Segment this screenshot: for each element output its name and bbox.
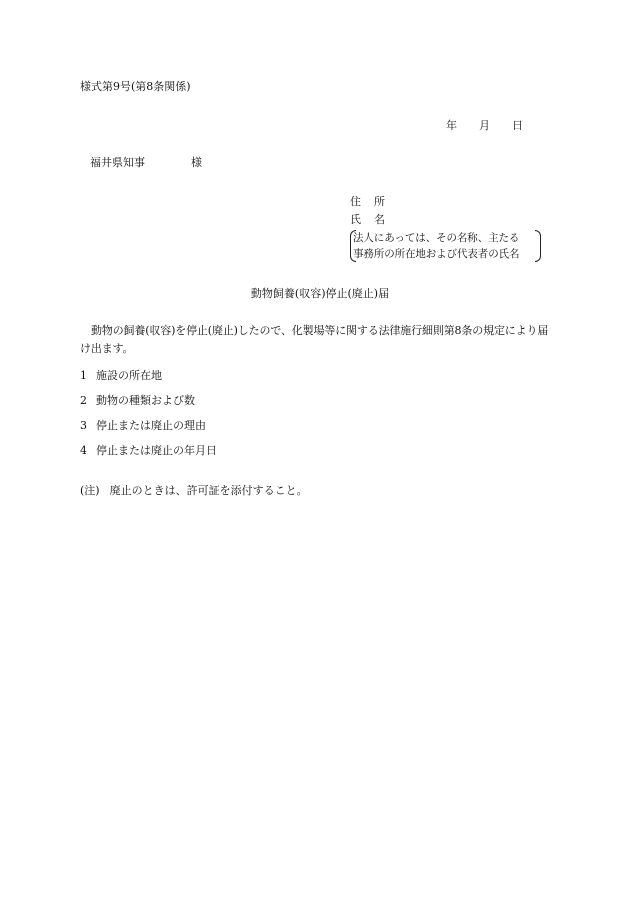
name-label-row <box>350 211 385 229</box>
item-number: 4 <box>80 444 87 457</box>
address-label-1: 住 <box>350 195 361 208</box>
list-item <box>80 419 206 433</box>
addressee-name: 福井県知事 <box>90 156 145 169</box>
list-item <box>80 394 195 408</box>
right-bracket <box>535 230 541 262</box>
item-number: 2 <box>80 394 87 407</box>
corporate-note-line1: 法人にあっては、その名称、主たる <box>353 232 520 244</box>
date-line <box>446 119 523 133</box>
document-title: 動物飼養(収容)停止(廃止)届 <box>250 287 390 300</box>
item-number: 3 <box>80 419 87 432</box>
address-label-row <box>350 193 385 211</box>
item-text: 停止または廃止の理由 <box>96 419 206 432</box>
address-label-2: 所 <box>374 195 385 208</box>
corporate-note-line2: 事務所の所在地および代表者の氏名 <box>353 248 520 260</box>
addressee <box>90 156 202 170</box>
name-label-2: 名 <box>374 213 385 226</box>
body-paragraph: 動物の飼養(収容)を停止(廃止)したので、化製場等に関する法律施行細則第8条の規定により届け出ます。 <box>80 324 549 355</box>
date-day-label: 日 <box>512 119 523 132</box>
footnote-label: (注) <box>80 484 100 497</box>
item-text: 停止または廃止の年月日 <box>96 444 217 457</box>
item-text: 動物の種類および数 <box>96 394 195 407</box>
corporate-note-text <box>353 230 519 262</box>
form-number: 様式第9号(第8条関係) <box>80 80 191 93</box>
date-month-label: 月 <box>479 119 490 132</box>
list-item <box>80 369 162 383</box>
addressee-suffix: 様 <box>191 156 202 169</box>
applicant-block <box>350 193 385 229</box>
list-item <box>80 444 217 458</box>
item-text: 施設の所在地 <box>96 369 162 382</box>
item-number: 1 <box>80 369 87 382</box>
corporate-note <box>350 230 541 262</box>
name-label-1: 氏 <box>350 213 361 226</box>
date-year-label: 年 <box>446 119 457 132</box>
footnote <box>80 484 308 498</box>
footnote-text: 廃止のときは、許可証を添付すること。 <box>109 484 308 497</box>
